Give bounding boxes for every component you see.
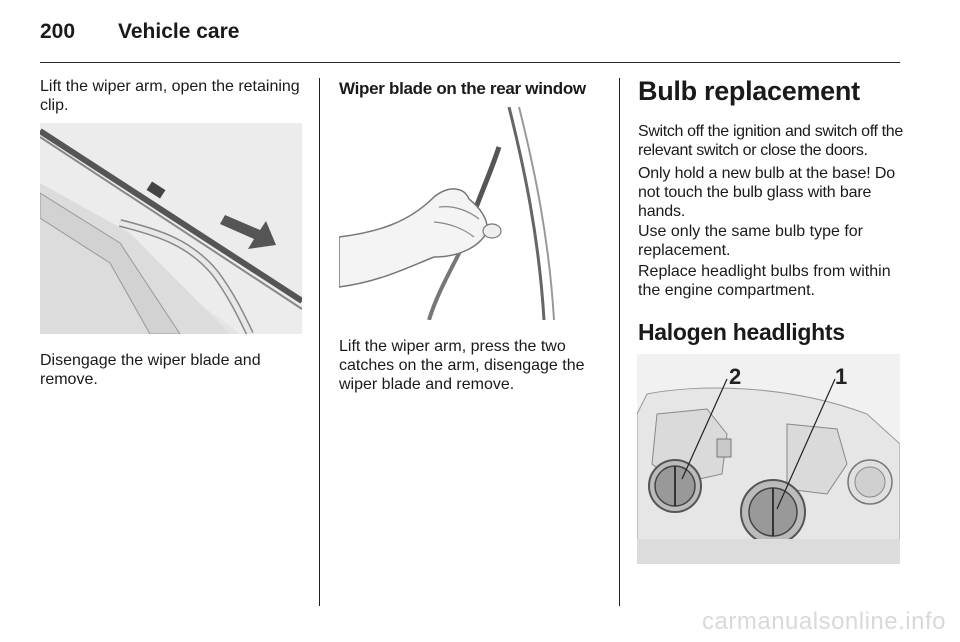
column-divider-1: [319, 78, 320, 606]
rear-wiper-heading: Wiper blade on the rear window: [339, 79, 586, 98]
chapter-title: Vehicle care: [118, 20, 240, 43]
halogen-headlight-illustration: [637, 354, 900, 564]
col3-paragraph-2: Only hold a new bulb at the base! Do not touch the bulb glass with bare hands.: [638, 165, 895, 220]
col3-paragraph-4: Replace headlight bulbs from within the engine compartment.: [638, 263, 891, 299]
wiper-arm-clip-illustration: [40, 123, 302, 334]
halogen-headlights-heading: Halogen headlights: [638, 319, 845, 345]
col1-paragraph-1: Lift the wiper arm, open the retaining clip.: [40, 78, 300, 114]
col3-paragraph-3: Use only the same bulb type for replacement.: [638, 223, 864, 259]
col3-paragraph-1: Switch off the ignition and switch off the relevant switch or close the doors.: [638, 123, 903, 159]
callout-label-1: 1: [835, 364, 848, 389]
rear-wiper-hand-illustration: [339, 107, 601, 320]
watermark: carmanualsonline.info: [702, 608, 946, 635]
bulb-replacement-heading: Bulb replacement: [638, 76, 860, 106]
page-header: [40, 18, 900, 63]
col2-paragraph-1: Lift the wiper arm, press the two catches on the arm, disengage the wiper blade and remove.: [339, 338, 585, 393]
page-number: 200: [40, 20, 76, 43]
callout-label-2: 2: [729, 364, 742, 389]
column-divider-2: [619, 78, 620, 606]
col1-paragraph-2: Disengage the wiper blade and remove.: [40, 352, 261, 388]
